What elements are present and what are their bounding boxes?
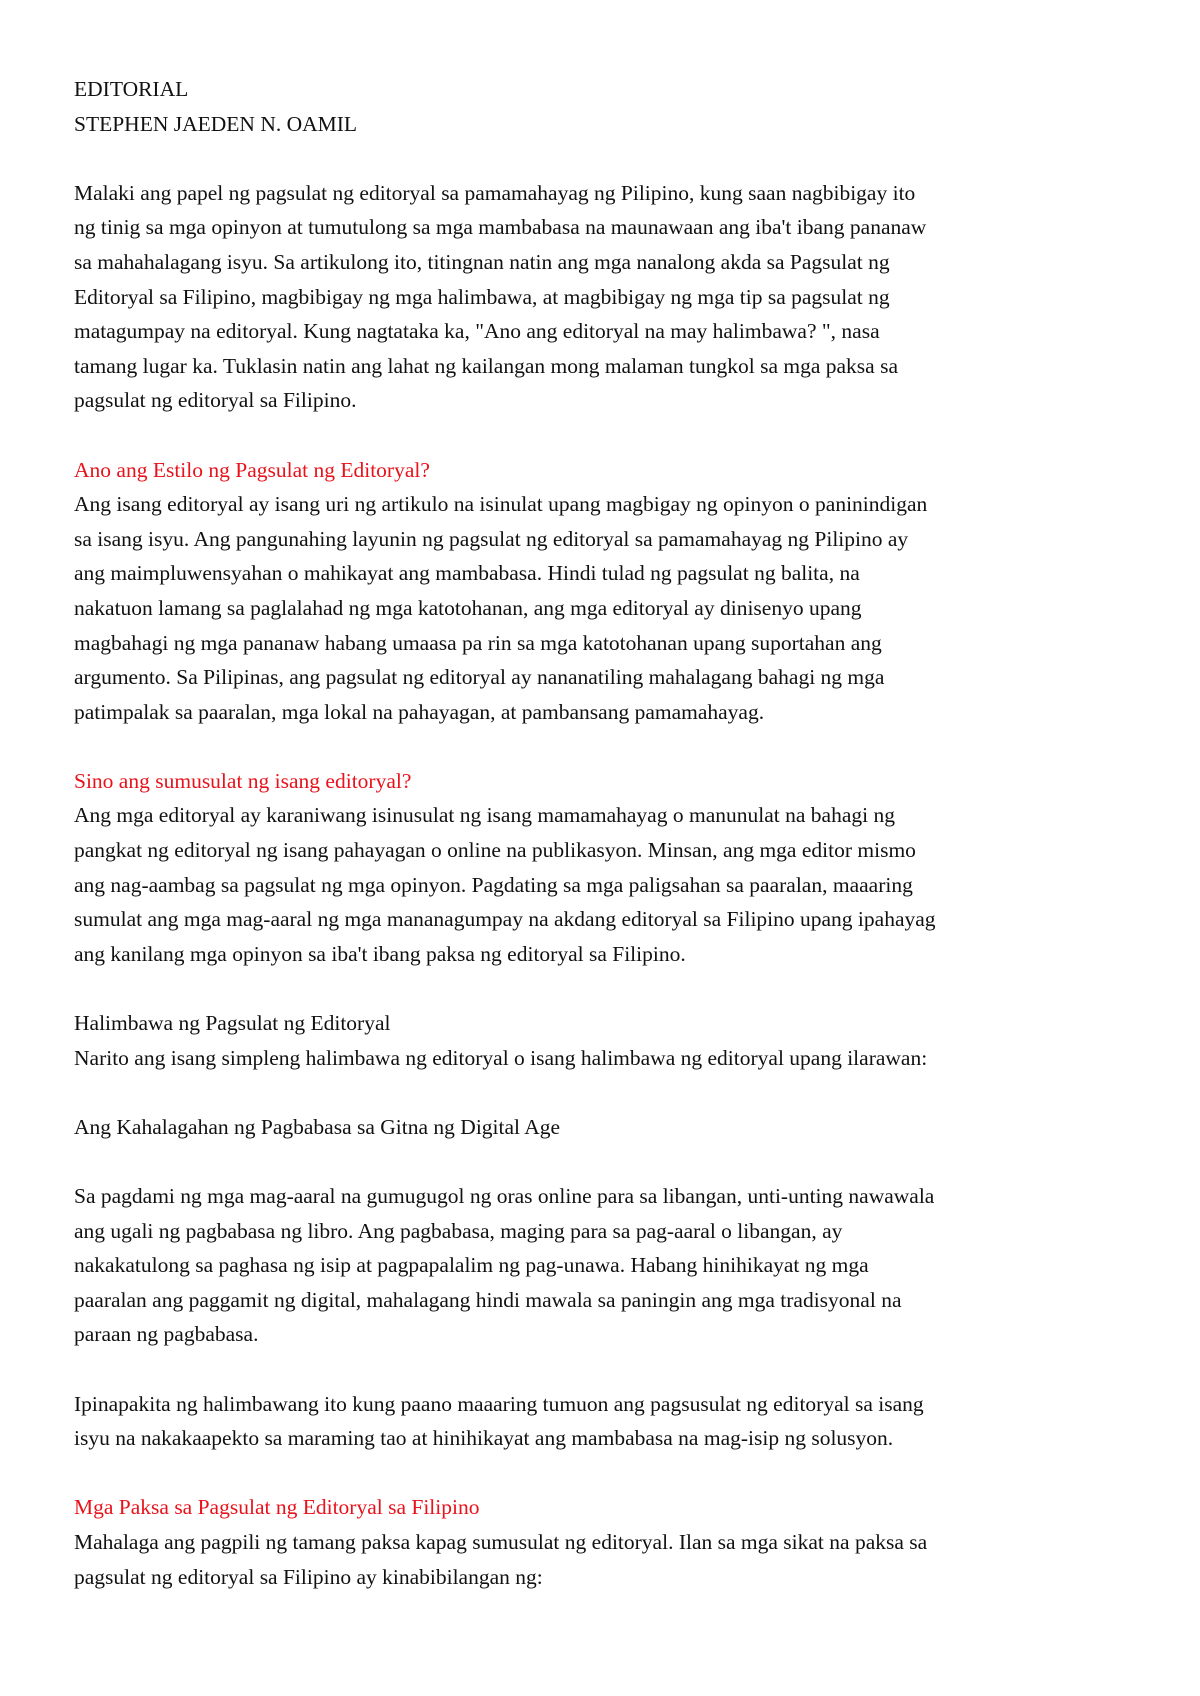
paragraph-line: nakatuon lamang sa paglalahad ng mga katotohanan, ang mga editoryal ay dinisenyo upang <box>74 595 862 620</box>
intro-line: matagumpay na editoryal. Kung nagtataka ka, "Ano ang editoryal na may halimbawa? ", nasa <box>74 319 880 344</box>
section-heading-sino: Sino ang sumusulat ng isang editoryal? <box>74 768 412 793</box>
section-heading-halimbawa: Halimbawa ng Pagsulat ng Editoryal <box>74 1011 391 1036</box>
paragraph-line: ang ugali ng pagbabasa ng libro. Ang pagbabasa, maging para sa pag-aaral o libangan, ay <box>74 1218 843 1243</box>
intro-line: tamang lugar ka. Tuklasin natin ang lahat ng kailangan mong malaman tungkol sa mga paksa sa <box>74 353 898 378</box>
spacer <box>74 1456 1144 1491</box>
paragraph-line: paaralan ang paggamit ng digital, mahalagang hindi mawala sa paningin ang mga tradisyonal na <box>74 1287 902 1312</box>
paragraph-line: Mahalaga ang pagpili ng tamang paksa kapag sumusulat ng editoryal. Ilan sa mga sikat na paksa sa <box>74 1529 928 1554</box>
paragraph-line: patimpalak sa paaralan, mga lokal na pahayagan, at pambansang pamamahayag. <box>74 699 765 724</box>
spacer <box>74 729 1144 764</box>
paragraph-line: ang maimpluwensyahan o mahikayat ang mambabasa. Hindi tulad ng pagsulat ng balita, na <box>74 561 860 586</box>
intro-line: Editoryal sa Filipino, magbibigay ng mga halimbawa, at magbibigay ng mga tip sa pagsulat ng <box>74 284 890 309</box>
intro-line: Malaki ang papel ng pagsulat ng editoryal sa pamamahayag ng Pilipino, kung saan nagbibigay ito <box>74 180 916 205</box>
paragraph-line: sumulat ang mga mag-aaral ng mga mananagumpay na akdang editoryal sa Filipino upang ipahayag <box>74 907 936 932</box>
paragraph-line: Sa pagdami ng mga mag-aaral na gumugugol ng oras online para sa libangan, unti-unting nawawala <box>74 1184 935 1208</box>
paragraph-line: Ang mga editoryal ay karaniwang isinusulat ng isang mamamahayag o manunulat na bahagi ng <box>74 803 895 828</box>
example-paragraph <box>74 1179 1144 1352</box>
intro-line: ng tinig sa mga opinyon at tumutulong sa mga mambabasa na maunawaan ang iba't ibang pananaw <box>74 215 927 240</box>
section-paragraph-sino <box>74 798 1144 971</box>
explanation-paragraph <box>74 1387 1144 1456</box>
intro-line: sa mahahalagang isyu. Sa artikulong ito, titingnan natin ang mga nanalong akda sa Pagsulat ng <box>74 249 890 274</box>
author-name: STEPHEN JAEDEN N. OAMIL <box>74 111 358 136</box>
paragraph-line: nakakatulong sa paghasa ng isip at pagpapalalim ng pag-unawa. Habang hinihikayat ng mga <box>74 1253 869 1278</box>
paragraph-line: paraan ng pagbabasa. <box>74 1322 259 1347</box>
document-label: EDITORIAL <box>74 77 189 101</box>
spacer <box>74 1075 1144 1110</box>
spacer <box>74 141 1144 176</box>
paragraph-line: pangkat ng editoryal ng isang pahayagan o online na publikasyon. Minsan, ang mga editor mismo <box>74 838 916 863</box>
paragraph-line: ang kanilang mga opinyon sa iba't ibang paksa ng editoryal sa Filipino. <box>74 941 686 966</box>
intro-line: pagsulat ng editoryal sa Filipino. <box>74 388 357 413</box>
paragraph-line: Ipinapakita ng halimbawang ito kung paano maaaring tumuon ang pagsusulat ng editoryal sa isang <box>74 1391 924 1416</box>
paragraph-line: isyu na nakakaapekto sa maraming tao at hinihikayat ang mambabasa na mag-isip ng solusyon. <box>74 1426 894 1451</box>
spacer <box>74 1352 1144 1387</box>
section-heading-paksa: Mga Paksa sa Pagsulat ng Editoryal sa Filipino <box>74 1495 480 1520</box>
document-page <box>74 72 1144 1594</box>
paragraph-line: magbahagi ng mga pananaw habang umaasa pa rin sa mga katotohanan upang suportahan ang <box>74 630 882 655</box>
intro-paragraph <box>74 176 1144 418</box>
paragraph-line: sa isang isyu. Ang pangunahing layunin ng pagsulat ng editoryal sa pamamahayag ng Pilipino ay <box>74 526 909 551</box>
paragraph-line: Ang isang editoryal ay isang uri ng artikulo na isinulat upang magbigay ng opinyon o paninindigan <box>74 492 928 517</box>
spacer <box>74 971 1144 1006</box>
section-paragraph-estilo <box>74 487 1144 729</box>
paragraph-line: Narito ang isang simpleng halimbawa ng editoryal o isang halimbawa ng editoryal upang ilarawan: <box>74 1045 928 1070</box>
section-paragraph-paksa <box>74 1525 1144 1594</box>
section-heading-estilo: Ano ang Estilo ng Pagsulat ng Editoryal? <box>74 457 430 482</box>
paragraph-line: ang nag-aambag sa pagsulat ng mga opinyon. Pagdating sa mga paligsahan sa paaralan, maaaring <box>74 872 913 897</box>
spacer <box>74 1144 1144 1179</box>
spacer <box>74 418 1144 453</box>
paragraph-line: argumento. Sa Pilipinas, ang pagsulat ng editoryal ay nananatiling mahalagang bahagi ng mga <box>74 665 885 690</box>
paragraph-line: pagsulat ng editoryal sa Filipino ay kinabibilangan ng: <box>74 1564 543 1589</box>
example-title: Ang Kahalagahan ng Pagbabasa sa Gitna ng Digital Age <box>74 1114 561 1139</box>
